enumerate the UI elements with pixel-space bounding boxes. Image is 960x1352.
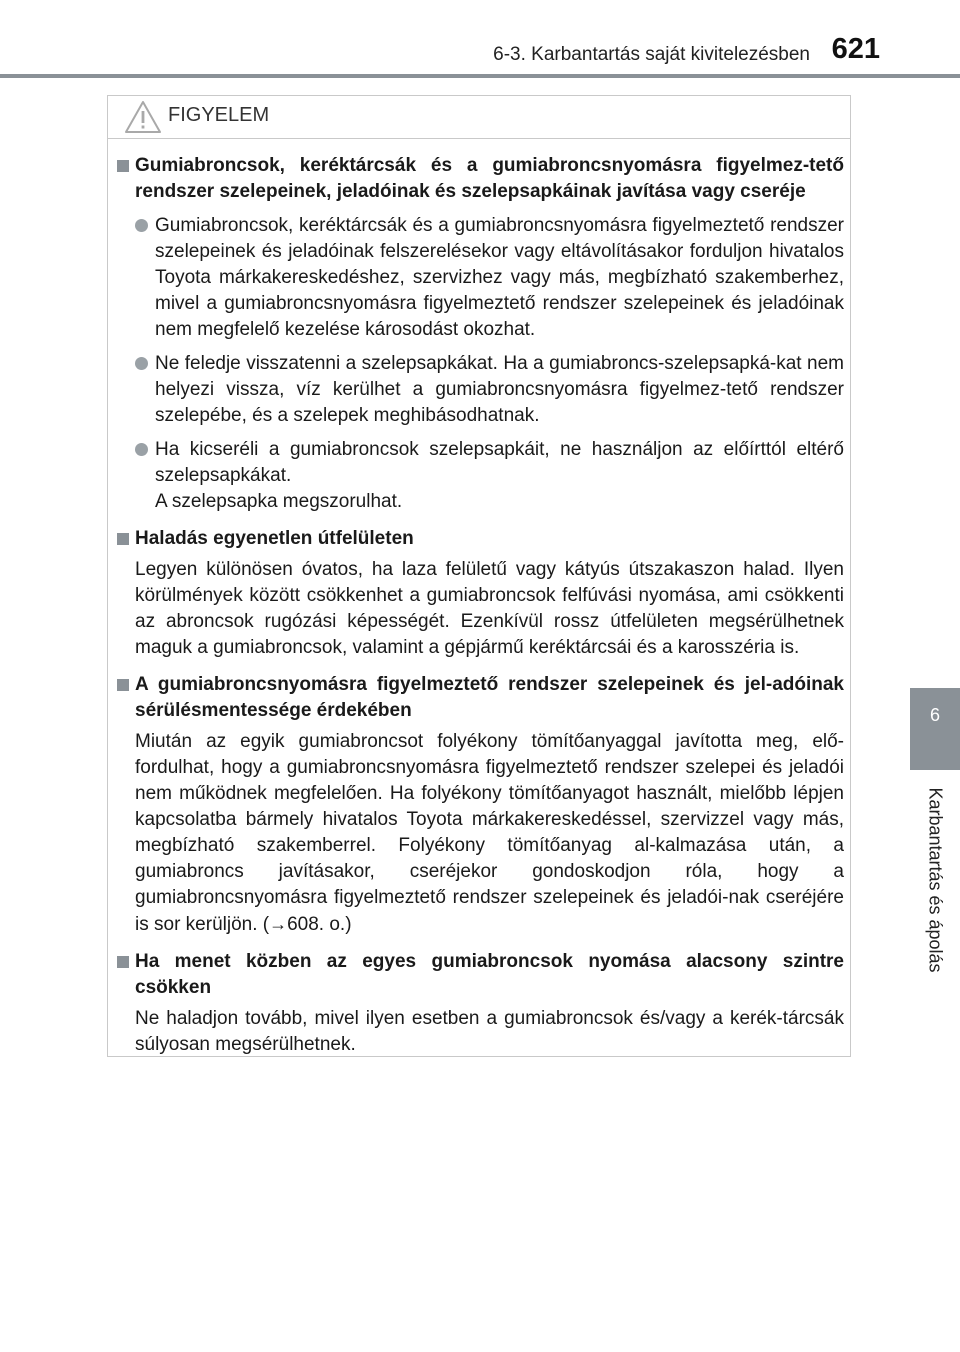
- warning-content: [117, 151, 844, 1058]
- warning-box: [107, 95, 851, 1057]
- warning-header: [108, 96, 850, 139]
- section-title: 6-3. Karbantartás saját kivitelezésben: [493, 44, 810, 65]
- section-text: Miután az egyik gumiabroncsot folyékony tömítőanyaggal javította meg, elő-fordulhat, hogy a gumiabroncsnyomásra figyelmeztető rendszer szelepei és jeladói nem működnek megfelelően. Ha folyékony tömítőanyagot használt, mielőbb lépjen kapcsolatba bármely hivatalos Toyota márkakereskedéssel, szervizzel vagy más, megbízható szakemberrel. Folyékony tömítőanyag al-kalmazása után, a gumiabroncs javításakor, cseréjekor gondoskodjon róla, hogy a gumiabroncsnyomásra figyelmeztető rendszer szelepeinek és jeladói-nak cseréjére is sor kerüljön. (→608. o.): [135, 731, 844, 935]
- square-bullet-icon: [117, 160, 129, 172]
- page-reference[interactable]: 608. o.): [287, 914, 352, 935]
- list-item: Ha kicseréli a gumiabroncsok szelepsapkáit, ne használjon az előírttól eltérő szelepsapkákat. A szelepsapka megszorulhat.: [117, 437, 844, 515]
- arrow-right-icon: →: [269, 914, 288, 934]
- warning-triangle-icon: [124, 100, 162, 139]
- chapter-label: Karbantartás és ápolás: [925, 787, 946, 973]
- square-bullet-icon: [117, 679, 129, 691]
- section-heading: Haladás egyenetlen útfelületen: [117, 526, 844, 552]
- dot-bullet-icon: [135, 219, 148, 232]
- page-number: 621: [831, 33, 880, 65]
- section-text: Ne haladjon tovább, mivel ilyen esetben a gumiabroncsok és/vagy a kerék-tárcsák súlyosan megsérülhetnek.: [135, 1008, 844, 1055]
- dot-bullet-icon: [135, 357, 148, 370]
- chapter-tab: [910, 688, 960, 770]
- square-bullet-icon: [117, 533, 129, 545]
- warning-title: FIGYELEM: [168, 104, 270, 126]
- section-heading: Gumiabroncsok, keréktárcsák és a gumiabroncsnyomásra figyelmez-tető rendszer szelepeinek, jeladóinak és szelepsapkáinak javítása vagy cseréje: [117, 153, 844, 205]
- list-item: Gumiabroncsok, keréktárcsák és a gumiabroncsnyomásra figyelmeztető rendszer szelepeinek és jeladóinak felszerelésekor vagy eltávolításakor forduljon hivatalos Toyota márkakereskedéshez, szervizhez vagy más, megbízható szakemberhez, mivel a gumiabroncsnyomásra figyelmeztető rendszer szelepeinek és jeladóinak nem megfelelő kezelése károsodást okozhat.: [117, 213, 844, 343]
- square-bullet-icon: [117, 956, 129, 968]
- page-header: [0, 0, 960, 80]
- section-text: Legyen különösen óvatos, ha laza felületű vagy kátyús útszakaszon halad. Ilyen körülmények között csökkenhet a gumiabroncsok felfúvási nyomása, ami csökkenti az abroncsok rugózási képességét. Ezenkívül rossz útfelületen megsérülhetnek maguk a gumiabroncsok, valamint a gépjármű keréktárcsái és a karosszéria is.: [135, 559, 844, 658]
- chapter-number: 6: [929, 705, 940, 725]
- header-divider: [0, 74, 960, 78]
- list-item: Ne feledje visszatenni a szelepsapkákat. Ha a gumiabroncs-szelepsapká-kat nem helyezi vissza, víz kerülhet a gumiabroncsnyomásra figyelmez-tető rendszer szelepébe, és a szelepek meghibásodhatnak.: [117, 351, 844, 429]
- section-heading: Ha menet közben az egyes gumiabroncsok nyomása alacsony szintre csökken: [117, 949, 844, 1001]
- dot-bullet-icon: [135, 443, 148, 456]
- section-heading: A gumiabroncsnyomásra figyelmeztető rendszer szelepeinek és jel-adóinak sérülésmentessége érdekében: [117, 672, 844, 724]
- bullet-extra-line: A szelepsapka megszorulhat.: [155, 491, 403, 512]
